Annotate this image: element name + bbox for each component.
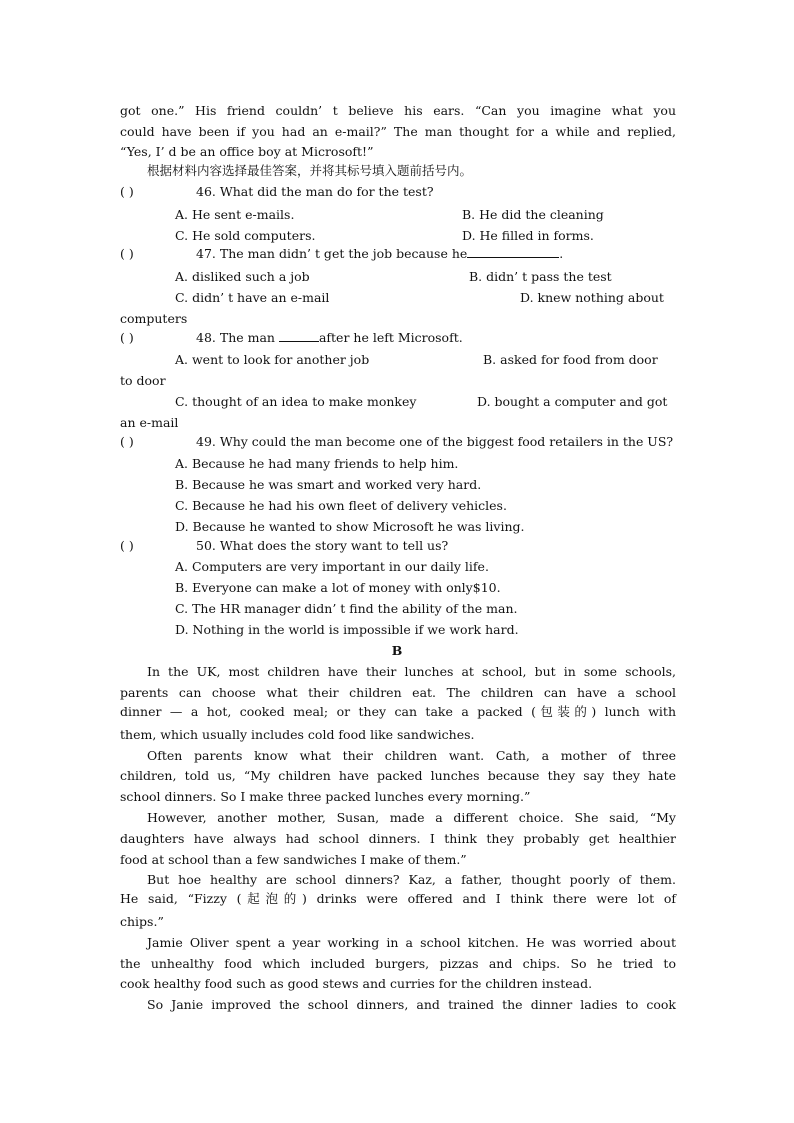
paragraph-line: daughters have always had school dinners. I think they probably get healthier bbox=[120, 831, 676, 846]
option-d: D. Because he wanted to show Microsoft he was living. bbox=[175, 519, 525, 534]
option-d: D. bought a computer and got bbox=[477, 394, 668, 409]
option-d-continued: computers bbox=[120, 311, 188, 326]
answer-blank bbox=[467, 246, 559, 258]
option-c: C. thought of an idea to make monkey bbox=[175, 394, 417, 409]
intro-line: “Yes, I’ d be an office boy at Microsoft!” bbox=[120, 144, 374, 159]
option-b: B. Everyone can make a lot of money with only$10. bbox=[175, 580, 501, 595]
option-a: A. Computers are very important in our daily life. bbox=[175, 559, 489, 574]
paragraph-line: Jamie Oliver spent a year working in a school kitchen. He was worried about bbox=[147, 935, 676, 950]
intro-line: could have been if you had an e-mail?” The man thought for a while and replied, bbox=[120, 124, 676, 139]
paragraph-line: However, another mother, Susan, made a different choice. She said, “My bbox=[147, 810, 676, 825]
answer-paren: ( ) bbox=[120, 184, 134, 199]
paragraph-line: In the UK, most children have their lunches at school, but in some schools, bbox=[147, 664, 676, 679]
question-46 bbox=[120, 184, 676, 200]
paragraph-line: Often parents know what their children want. Cath, a mother of three bbox=[147, 748, 676, 763]
option-b-continued: to door bbox=[120, 373, 166, 388]
option-c: C. He sold computers. bbox=[175, 228, 316, 243]
option-b: B. didn’ t pass the test bbox=[469, 269, 612, 284]
option-d: D. knew nothing about bbox=[520, 290, 664, 305]
paragraph-line: chips.” bbox=[120, 914, 164, 929]
answer-blank bbox=[279, 330, 319, 342]
paragraph-line: dinner — a hot, cooked meal; or they can take a packed (包装的) lunch with bbox=[120, 704, 676, 719]
answer-paren: ( ) bbox=[120, 330, 134, 345]
option-a: A. disliked such a job bbox=[175, 269, 310, 284]
option-a: A. went to look for another job bbox=[175, 352, 370, 367]
question-text: 50. What does the story want to tell us? bbox=[196, 538, 449, 553]
question-text: 49. Why could the man become one of the biggest food retailers in the US? bbox=[196, 434, 674, 449]
answer-paren: ( ) bbox=[120, 246, 134, 261]
paragraph-line: them, which usually includes cold food like sandwiches. bbox=[120, 727, 475, 742]
option-a: A. He sent e-mails. bbox=[175, 207, 295, 222]
section-heading: B bbox=[391, 643, 403, 658]
question-text: 48. The man bbox=[196, 330, 275, 345]
paragraph-line: He said, “Fizzy (起泡的) drinks were offered and I think there were lot of bbox=[120, 891, 676, 906]
question-text-end: after he left Microsoft. bbox=[318, 330, 463, 345]
paragraph-line: But hoe healthy are school dinners? Kaz, a father, thought poorly of them. bbox=[147, 872, 676, 887]
paragraph-line: school dinners. So I make three packed lunches every morning.” bbox=[120, 789, 531, 804]
paragraph-line: parents can choose what their children eat. The children can have a school bbox=[120, 685, 676, 700]
option-c: C. didn’ t have an e-mail bbox=[175, 290, 330, 305]
option-d: D. Nothing in the world is impossible if we work hard. bbox=[175, 622, 519, 637]
option-b: B. He did the cleaning bbox=[462, 207, 604, 222]
paragraph-line: the unhealthy food which included burgers, pizzas and chips. So he tried to bbox=[120, 956, 676, 971]
question-48 bbox=[120, 330, 676, 346]
question-47 bbox=[120, 246, 676, 262]
option-b: B. Because he was smart and worked very hard. bbox=[175, 477, 482, 492]
intro-line: got one.” His friend couldn’ t believe his ears. “Can you imagine what you bbox=[120, 103, 676, 118]
paragraph-line: food at school than a few sandwiches I make of them.” bbox=[120, 852, 467, 867]
option-a: A. Because he had many friends to help him. bbox=[175, 456, 459, 471]
question-50 bbox=[120, 538, 676, 554]
question-49 bbox=[120, 434, 676, 450]
option-c: C. Because he had his own fleet of delivery vehicles. bbox=[175, 498, 507, 513]
option-d: D. He filled in forms. bbox=[462, 228, 594, 243]
answer-paren: ( ) bbox=[120, 434, 134, 449]
question-text-end: . bbox=[559, 246, 564, 261]
option-d-continued: an e-mail bbox=[120, 415, 179, 430]
option-b: B. asked for food from door bbox=[483, 352, 658, 367]
instruction: 根据材料内容选择最佳答案，并将其标号填入题前括号内。 bbox=[147, 163, 473, 178]
paragraph-line: So Janie improved the school dinners, and trained the dinner ladies to cook bbox=[147, 997, 676, 1012]
answer-paren: ( ) bbox=[120, 538, 134, 553]
paragraph-line: children, told us, “My children have packed lunches because they say they hate bbox=[120, 768, 676, 783]
question-text: 46. What did the man do for the test? bbox=[196, 184, 434, 199]
option-c: C. The HR manager didn’ t find the ability of the man. bbox=[175, 601, 518, 616]
question-text: 47. The man didn’ t get the job because he bbox=[196, 246, 468, 261]
paragraph-line: cook healthy food such as good stews and curries for the children instead. bbox=[120, 976, 593, 991]
